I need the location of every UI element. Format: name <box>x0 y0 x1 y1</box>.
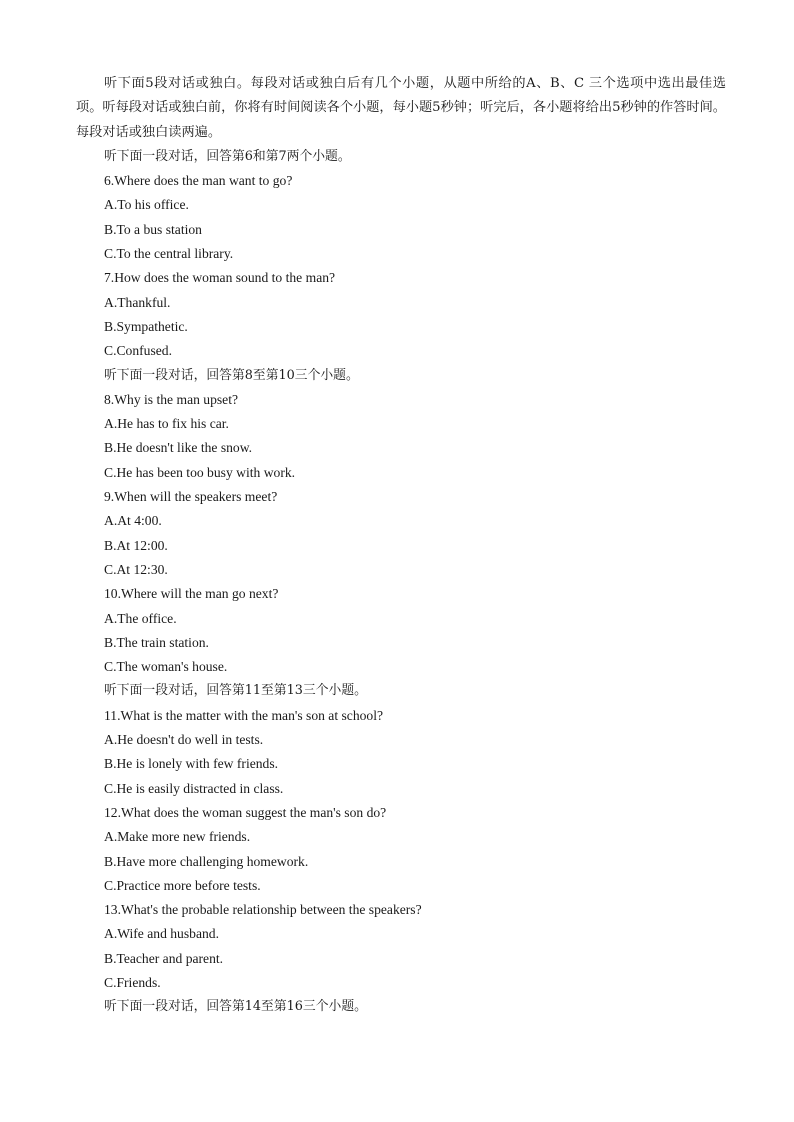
question-7: 7.How does the woman sound to the man? <box>104 270 336 286</box>
question-9: 9.When will the speakers meet? <box>104 489 278 505</box>
question-9-option-b: B.At 12:00. <box>104 537 168 553</box>
question-6-option-b: B.To a bus station <box>104 221 202 237</box>
question-8-option-a: A.He has to fix his car. <box>104 416 229 432</box>
question-7-option-c: C.Confused. <box>104 343 172 359</box>
question-12-option-b: B.Have more challenging homework. <box>104 853 309 869</box>
question-12: 12.What does the woman suggest the man's son do? <box>104 804 387 820</box>
listening-instructions: 听下面5段对话或独白。每段对话或独白后有几个小题，从题中所给的A、B、C 三个选项中选出最佳选项。听每段对话或独白前，你将有时间阅读各个小题，每小题5秒钟；听完后，各小题将给出5秒钟的作答时间。每段对话或独白读两遍。 <box>76 76 726 140</box>
question-8: 8.Why is the man upset? <box>104 391 239 407</box>
question-8-option-c: C.He has been too busy with work. <box>104 464 296 480</box>
question-12-option-a: A.Make more new friends. <box>104 829 251 845</box>
question-6-option-a: A.To his office. <box>104 197 189 213</box>
section-instruction: 听下面一段对话，回答第11至第13三个小题。 <box>104 683 367 699</box>
question-7-option-b: B.Sympathetic. <box>104 318 188 334</box>
question-13-option-c: C.Friends. <box>104 974 161 990</box>
exam-page <box>76 72 726 1020</box>
question-10-option-a: A.The office. <box>104 610 177 626</box>
question-11: 11.What is the matter with the man's son at school? <box>104 707 384 723</box>
question-10-option-c: C.The woman's house. <box>104 659 228 675</box>
question-11-option-b: B.He is lonely with few friends. <box>104 756 279 772</box>
question-8-option-b: B.He doesn't like the snow. <box>104 440 253 456</box>
question-7-option-a: A.Thankful. <box>104 294 171 310</box>
question-9-option-c: C.At 12:30. <box>104 561 168 577</box>
question-6: 6.Where does the man want to go? <box>104 173 293 189</box>
question-9-option-a: A.At 4:00. <box>104 513 162 529</box>
question-13-option-a: A.Wife and husband. <box>104 926 219 942</box>
section-instruction: 听下面一段对话，回答第14至第16三个小题。 <box>104 999 367 1015</box>
question-10: 10.Where will the man go next? <box>104 586 279 602</box>
question-6-option-c: C.To the central library. <box>104 246 234 262</box>
question-12-option-c: C.Practice more before tests. <box>104 877 261 893</box>
section-instruction: 听下面一段对话，回答第6和第7两个小题。 <box>104 148 351 164</box>
section-instruction: 听下面一段对话，回答第8至第10三个小题。 <box>104 367 359 383</box>
question-13: 13.What's the probable relationship between the speakers? <box>104 902 422 918</box>
question-10-option-b: B.The train station. <box>104 634 209 650</box>
question-11-option-a: A.He doesn't do well in tests. <box>104 732 264 748</box>
question-13-option-b: B.Teacher and parent. <box>104 950 224 966</box>
question-11-option-c: C.He is easily distracted in class. <box>104 780 284 796</box>
